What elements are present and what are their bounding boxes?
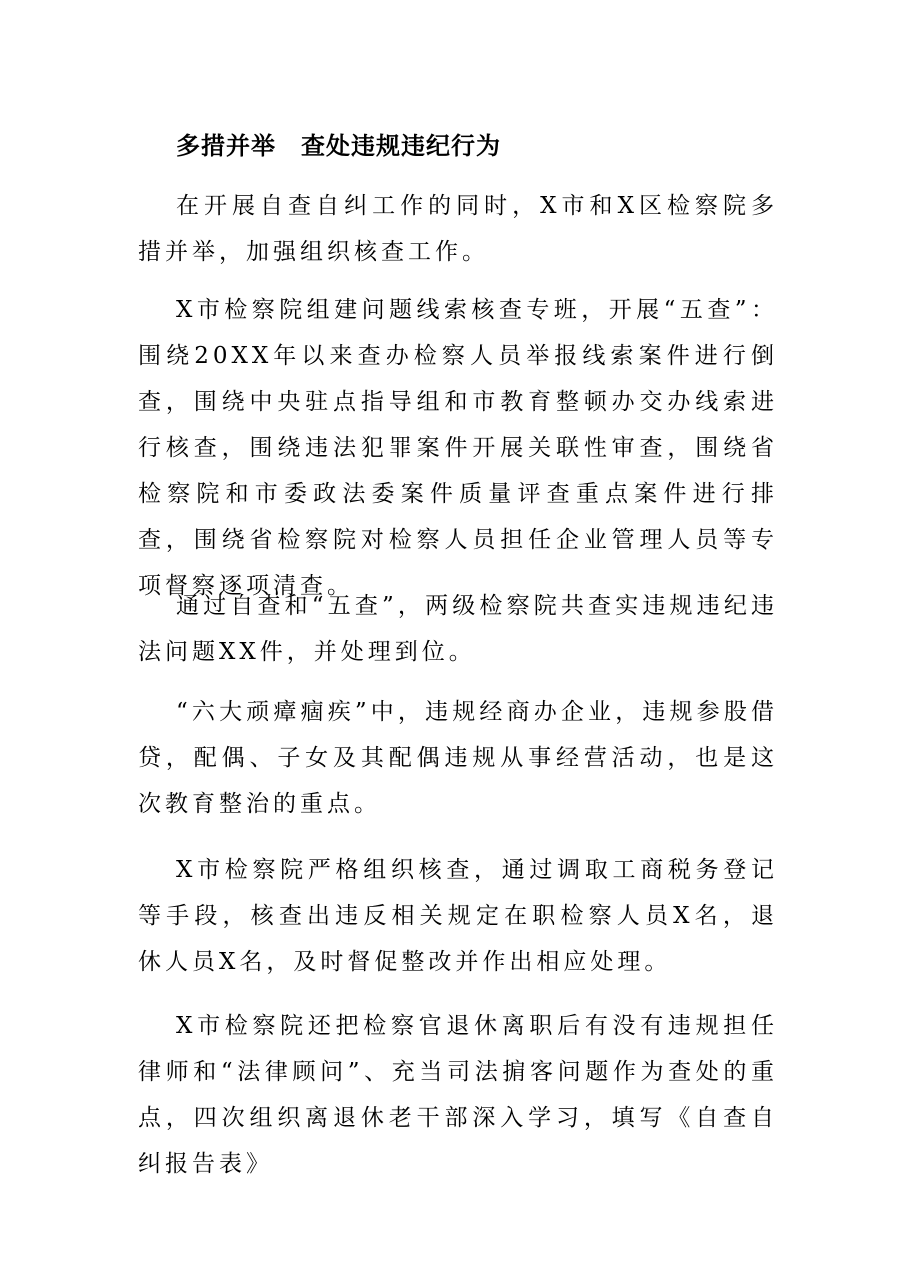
paragraph-4: “六大顽瘴痼疾”中，违规经商办企业，违规参股借贷，配偶、子女及其配偶违规从事经营活动，也是这次教育整治的重点。: [138, 699, 778, 817]
paragraph-2: X市检察院组建问题线索核查专班，开展“五查”：围绕20XX年以来查办检察人员举报线索案件进行倒查，围绕中央驻点指导组和市教育整顿办交办线索进行核查，围绕违法犯罪案件开展关联性审查，围绕省检察院和市委政法委案件质量评查重点案件进行排查，围绕省检察院对检察人员担任企业管理人员等专项督察逐项清查。: [138, 297, 778, 599]
paragraph-1: 在开展自查自纠工作的同时，X市和X区检察院多措并举，加强组织核查工作。: [138, 193, 778, 265]
section-heading: 多措并举 查处违规违纪行为: [176, 131, 501, 160]
paragraph-5: X市检察院严格组织核查，通过调取工商税务登记等手段，核查出违反相关规定在职检察人员X名，退休人员X名，及时督促整改并作出相应处理。: [138, 857, 778, 975]
paragraph-6: X市检察院还把检察官退休离职后有没有违规担任律师和“法律顾问”、充当司法掮客问题作为查处的重点，四次组织离退休老干部深入学习，填写《自查自纠报告表》: [138, 1013, 778, 1177]
paragraph-3: 通过自查和“五查”，两级检察院共查实违规违纪违法问题XX件，并处理到位。: [138, 593, 778, 665]
